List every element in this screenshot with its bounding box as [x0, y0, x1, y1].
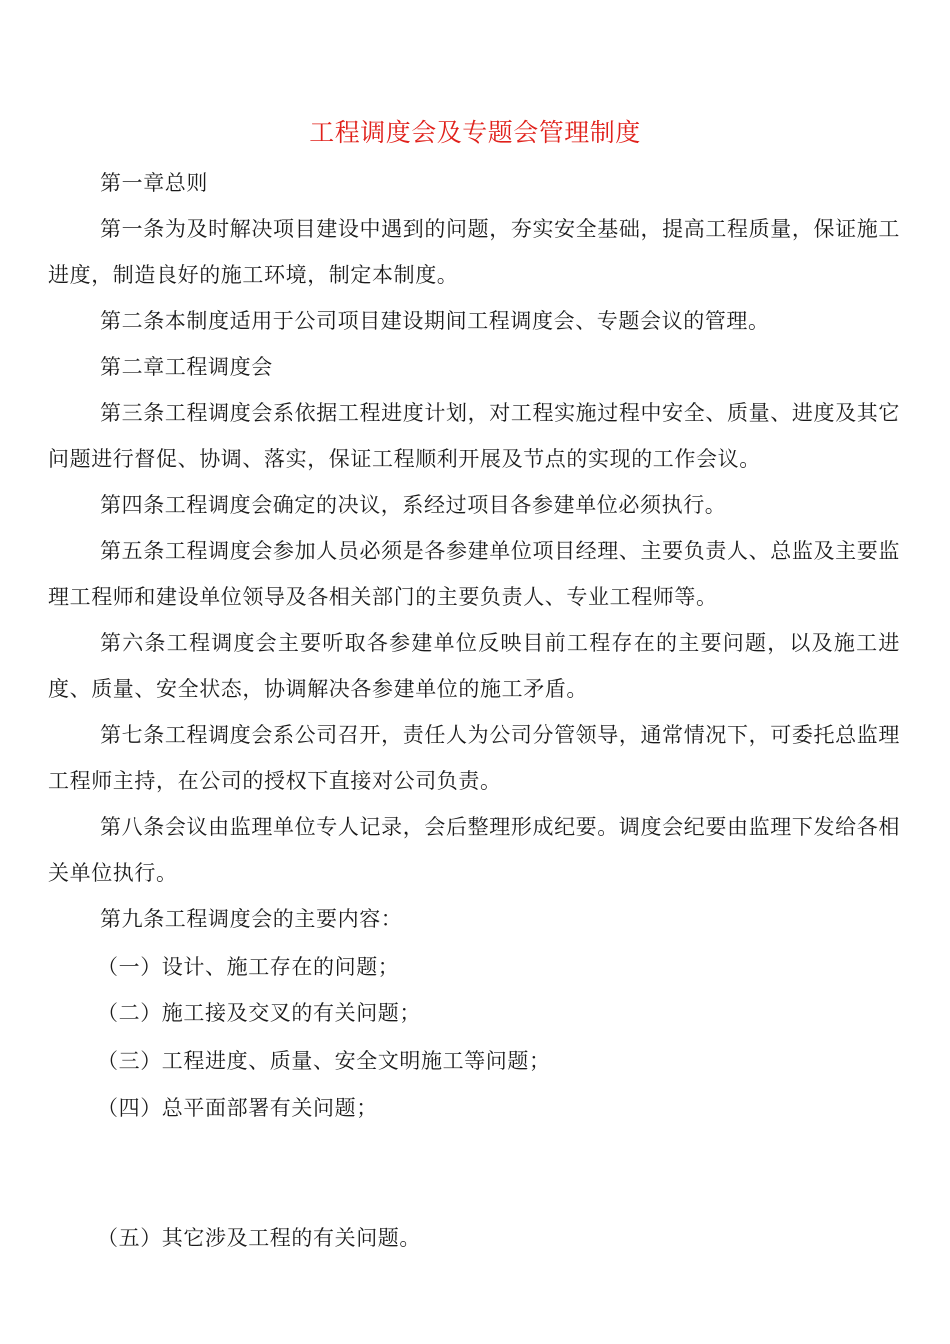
list-item: （一）设计、施工存在的问题； [97, 955, 400, 979]
chapter-heading: 第二章工程调度会 [100, 355, 273, 379]
list-item: （三）工程进度、质量、安全文明施工等问题； [97, 1049, 551, 1073]
list-item: （五）其它涉及工程的有关问题。 [97, 1226, 421, 1250]
article-paragraph: 第七条工程调度会系公司召开，责任人为公司分管领导，通常情况下，可委托总监理工程师主持，在公司的授权下直接对公司负责。 [48, 723, 900, 793]
article-paragraph: 第一条为及时解决项目建设中遇到的问题，夯实安全基础，提高工程质量，保证施工进度，制造良好的施工环境，制定本制度。 [48, 217, 900, 287]
list-item: （二）施工接及交叉的有关问题； [97, 1001, 421, 1025]
chapter-heading: 第一章总则 [100, 171, 208, 195]
article-paragraph: 第三条工程调度会系依据工程进度计划，对工程实施过程中安全、质量、进度及其它问题进行督促、协调、落实，保证工程顺利开展及节点的实现的工作会议。 [48, 401, 900, 471]
article-paragraph: 第九条工程调度会的主要内容： [100, 907, 403, 931]
list-item: （四）总平面部署有关问题； [97, 1096, 378, 1120]
article-paragraph: 第八条会议由监理单位专人记录，会后整理形成纪要。调度会纪要由监理下发给各相关单位执行。 [48, 815, 900, 885]
article-paragraph: 第六条工程调度会主要听取各参建单位反映目前工程存在的主要问题，以及施工进度、质量、安全状态，协调解决各参建单位的施工矛盾。 [48, 631, 900, 701]
document-title: 工程调度会及专题会管理制度 [309, 118, 641, 147]
article-paragraph: 第五条工程调度会参加人员必须是各参建单位项目经理、主要负责人、总监及主要监理工程师和建设单位领导及各相关部门的主要负责人、专业工程师等。 [48, 539, 900, 609]
article-paragraph: 第二条本制度适用于公司项目建设期间工程调度会、专题会议的管理。 [100, 309, 770, 333]
article-paragraph: 第四条工程调度会确定的决议，系经过项目各参建单位必须执行。 [100, 493, 727, 517]
